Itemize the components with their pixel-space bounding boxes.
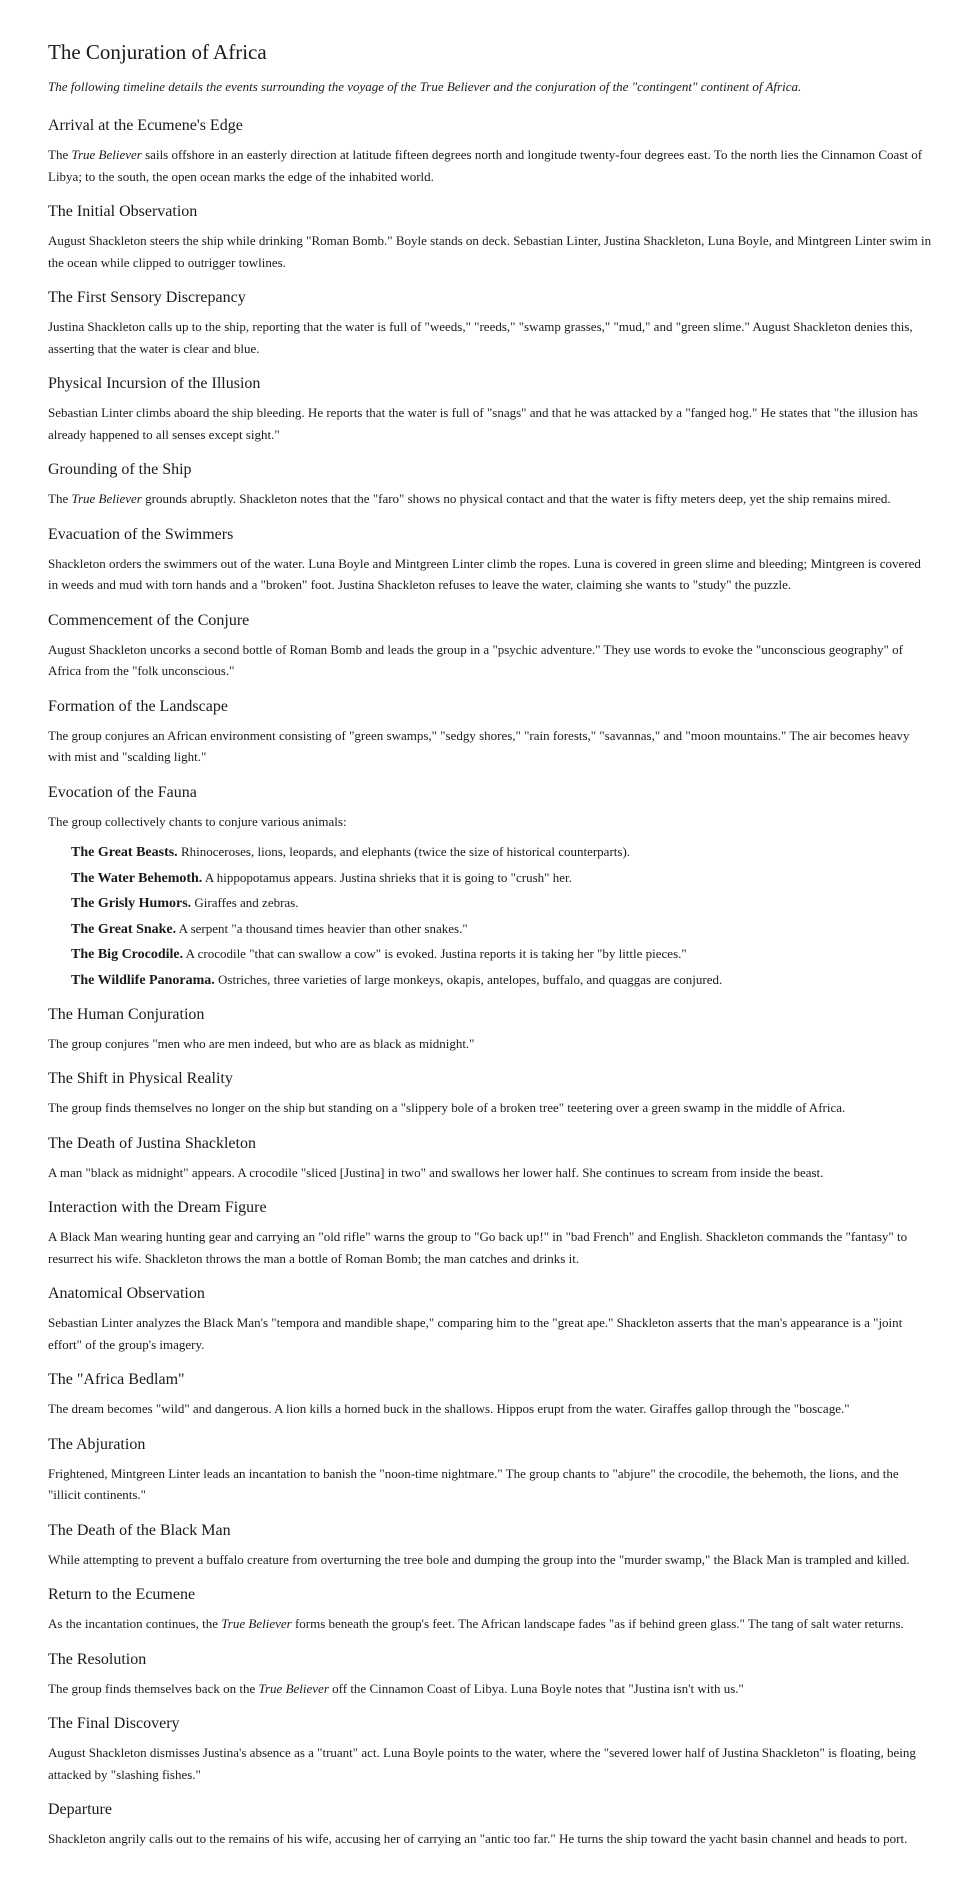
ship-name: True Believer bbox=[71, 491, 142, 506]
item-name: The Wildlife Panorama. bbox=[71, 972, 215, 988]
entry-text: off the Cinnamon Coast of Libya. Luna Boyle notes that "Justina isn't with us." bbox=[328, 1680, 744, 1696]
entry-heading: The "Africa Bedlam" bbox=[48, 1371, 185, 1388]
entry-heading: Evacuation of the Swimmers bbox=[48, 525, 234, 543]
ship-name: True Believer bbox=[258, 1680, 329, 1696]
intro-paragraph: The following timeline details the events surrounding the voyage of the True Believer and the conjuration of the "contingent" continent of Africa. bbox=[48, 79, 802, 94]
entry-body: A man "black as midnight" appears. A crocodile "sliced [Justina] in two" and swallows her lower half. She continues to scream from inside the beast. bbox=[48, 1164, 824, 1180]
entry-heading: The Death of the Black Man bbox=[48, 1521, 231, 1539]
entry-heading: Departure bbox=[48, 1801, 112, 1818]
item-description: A serpent "a thousand times heavier than other snakes." bbox=[176, 920, 468, 936]
timeline-entry bbox=[48, 611, 932, 682]
entry-body: August Shackleton dismisses Justina's absence as a "truant" act. Luna Boyle points to the water, where the "severed lower half of Justina Shackleton" is floating, being attacked by "slashing fishes." bbox=[48, 1745, 916, 1782]
entry-body bbox=[48, 1678, 932, 1700]
entry-heading: Return to the Ecumene bbox=[48, 1586, 196, 1603]
fauna-list bbox=[71, 843, 932, 990]
timeline-entry bbox=[48, 1370, 932, 1420]
entry-body: Sebastian Linter analyzes the Black Man's "tempora and mandible shape," comparing him to the "great ape." Shackleton asserts that the man's appearance is a "joint effort" of the group's imagery. bbox=[48, 1315, 903, 1352]
entry-heading: Physical Incursion of the Illusion bbox=[48, 375, 261, 392]
timeline-entry bbox=[48, 1714, 932, 1785]
entry-heading: Interaction with the Dream Figure bbox=[48, 1199, 267, 1216]
entry-heading: Arrival at the Ecumene's Edge bbox=[48, 117, 243, 134]
entry-body: The dream becomes "wild" and dangerous. A lion kills a horned buck in the shallows. Hippos erupt from the water. Giraffes gallop through the "boscage." bbox=[48, 1401, 850, 1416]
timeline-entry bbox=[48, 1005, 932, 1055]
page-title: The Conjuration of Africa bbox=[48, 40, 267, 64]
item-description: Giraffes and zebras. bbox=[191, 895, 299, 910]
entry-text: The group finds themselves back on the bbox=[48, 1680, 259, 1696]
item-name: The Grisly Humors. bbox=[71, 896, 192, 911]
timeline-entry bbox=[48, 202, 932, 273]
entry-heading: The Initial Observation bbox=[48, 203, 198, 220]
timeline-entry bbox=[48, 1800, 932, 1850]
timeline-entry bbox=[48, 1134, 932, 1184]
entry-body: Shackleton orders the swimmers out of the water. Luna Boyle and Mintgreen Linter climb the ropes. Luna is covered in green slime and bleeding; Mintgreen is covered in weeds and mud with torn hands and a "broken" foot. Justina Shackleton refuses to leave the water, claiming she wants to "study" the puzzle. bbox=[48, 555, 921, 592]
entry-text: The bbox=[48, 491, 72, 506]
item-description: A hippopotamus appears. Justina shrieks that it is going to "crush" her. bbox=[202, 869, 572, 885]
entry-heading: Formation of the Landscape bbox=[48, 697, 228, 715]
timeline-entry bbox=[48, 783, 932, 990]
entry-heading: Grounding of the Ship bbox=[48, 461, 192, 478]
entry-body bbox=[48, 1613, 932, 1635]
timeline-entry bbox=[48, 1198, 932, 1269]
list-item bbox=[71, 869, 932, 888]
entry-body: The group collectively chants to conjure various animals: bbox=[48, 813, 347, 829]
entry-body: Sebastian Linter climbs aboard the ship bleeding. He reports that the water is full of "snags" and that he was attacked by a "fanged hog." He states that "the illusion has already happened to all senses except sight." bbox=[48, 405, 918, 442]
list-item bbox=[71, 894, 932, 913]
timeline-entry bbox=[48, 1650, 932, 1700]
entry-body: Justina Shackleton calls up to the ship, reporting that the water is full of "weeds," "reeds," "swamp grasses," "mud," and "green slime." August Shackleton denies this, asserting that the water is clear and blue. bbox=[48, 319, 913, 356]
entry-heading: The Final Discovery bbox=[48, 1715, 180, 1732]
timeline-entry bbox=[48, 1284, 932, 1355]
entry-heading: Commencement of the Conjure bbox=[48, 611, 250, 629]
item-name: The Big Crocodile. bbox=[71, 947, 184, 962]
entry-heading: Evocation of the Fauna bbox=[48, 783, 197, 801]
item-name: The Great Snake. bbox=[71, 921, 177, 937]
timeline-entry bbox=[48, 374, 932, 445]
timeline-entry bbox=[48, 525, 932, 596]
entry-heading: The Shift in Physical Reality bbox=[48, 1070, 233, 1087]
entry-body: August Shackleton steers the ship while drinking "Roman Bomb." Boyle stands on deck. Sebastian Linter, Justina Shackleton, Luna Boyle, and Mintgreen Linter swim in the ocean while clipped to outrigger towlines. bbox=[48, 233, 932, 270]
timeline bbox=[48, 116, 932, 1850]
entry-body: The group conjures an African environment consisting of "green swamps," "sedgy shores," "rain forests," "savannas," and "moon mountains." The air becomes heavy with mist and "scalding light." bbox=[48, 727, 910, 764]
list-item bbox=[71, 945, 932, 964]
entry-heading: The Abjuration bbox=[48, 1435, 146, 1453]
timeline-entry bbox=[48, 1435, 932, 1506]
list-item bbox=[71, 843, 932, 862]
entry-body: August Shackleton uncorks a second bottle of Roman Bomb and leads the group in a "psychic adventure." They use words to evoke the "unconscious geography" of Africa from the "folk unconscious." bbox=[48, 641, 903, 678]
entry-heading: The Human Conjuration bbox=[48, 1005, 205, 1023]
timeline-entry bbox=[48, 1585, 932, 1635]
ship-name: True Believer bbox=[71, 147, 142, 162]
entry-heading: Anatomical Observation bbox=[48, 1285, 205, 1302]
entry-body: Frightened, Mintgreen Linter leads an incantation to banish the "noon-time nightmare." The group chants to "abjure" the crocodile, the behemoth, the lions, and the "illicit continents." bbox=[48, 1465, 899, 1502]
timeline-entry bbox=[48, 460, 932, 510]
entry-heading: The First Sensory Discrepancy bbox=[48, 289, 246, 306]
entry-heading: The Death of Justina Shackleton bbox=[48, 1134, 256, 1152]
ship-name: True Believer bbox=[221, 1616, 292, 1631]
entry-text: grounds abruptly. Shackleton notes that the "faro" shows no physical contact and that the water is fifty meters deep, yet the ship remains mired. bbox=[141, 491, 891, 506]
timeline-entry bbox=[48, 116, 932, 187]
entry-text: sails offshore in an easterly direction at latitude fifteen degrees north and longitude twenty-four degrees east. To the north lies the Cinnamon Coast of Libya; to the south, the open ocean marks the edge of the inhabited world. bbox=[48, 147, 923, 184]
item-description: Rhinoceroses, lions, leopards, and elephants (twice the size of historical counterparts). bbox=[177, 844, 631, 859]
timeline-entry bbox=[48, 1069, 932, 1119]
timeline-entry bbox=[48, 288, 932, 359]
item-name: The Great Beasts. bbox=[71, 845, 178, 860]
item-description: Ostriches, three varieties of large monkeys, okapis, antelopes, buffalo, and quaggas are conjured. bbox=[214, 971, 723, 987]
entry-body: While attempting to prevent a buffalo creature from overturning the tree bole and dumping the group into the "murder swamp," the Black Man is trampled and killed. bbox=[48, 1551, 910, 1567]
entry-body: Shackleton angrily calls out to the remains of his wife, accusing her of carrying an "antic too far." He turns the ship toward the yacht basin channel and heads to port. bbox=[48, 1831, 908, 1846]
entry-body: The group conjures "men who are men indeed, but who are as black as midnight." bbox=[48, 1035, 475, 1051]
entry-body: A Black Man wearing hunting gear and carrying an "old rifle" warns the group to "Go back up!" in "bad French" and English. Shackleton commands the "fantasy" to resurrect his wife. Shackleton throws the man a bottle of Roman Bomb; the man catches and drinks it. bbox=[48, 1229, 908, 1266]
item-name: The Water Behemoth. bbox=[71, 870, 203, 886]
list-item bbox=[71, 971, 932, 990]
entry-body: The group finds themselves no longer on the ship but standing on a "slippery bole of a broken tree" teetering over a green swamp in the middle of Africa. bbox=[48, 1100, 846, 1115]
entry-body bbox=[48, 488, 932, 510]
timeline-entry bbox=[48, 1521, 932, 1571]
entry-text: forms beneath the group's feet. The African landscape fades "as if behind green glass." The tang of salt water returns. bbox=[291, 1616, 904, 1631]
timeline-entry bbox=[48, 697, 932, 768]
entry-text: As the incantation continues, the bbox=[48, 1616, 222, 1631]
entry-heading: The Resolution bbox=[48, 1650, 147, 1668]
entry-body bbox=[48, 144, 932, 187]
item-description: A crocodile "that can swallow a cow" is evoked. Justina reports it is taking her "by little pieces." bbox=[183, 946, 687, 961]
entry-text: The bbox=[48, 147, 72, 162]
list-item bbox=[71, 920, 932, 939]
